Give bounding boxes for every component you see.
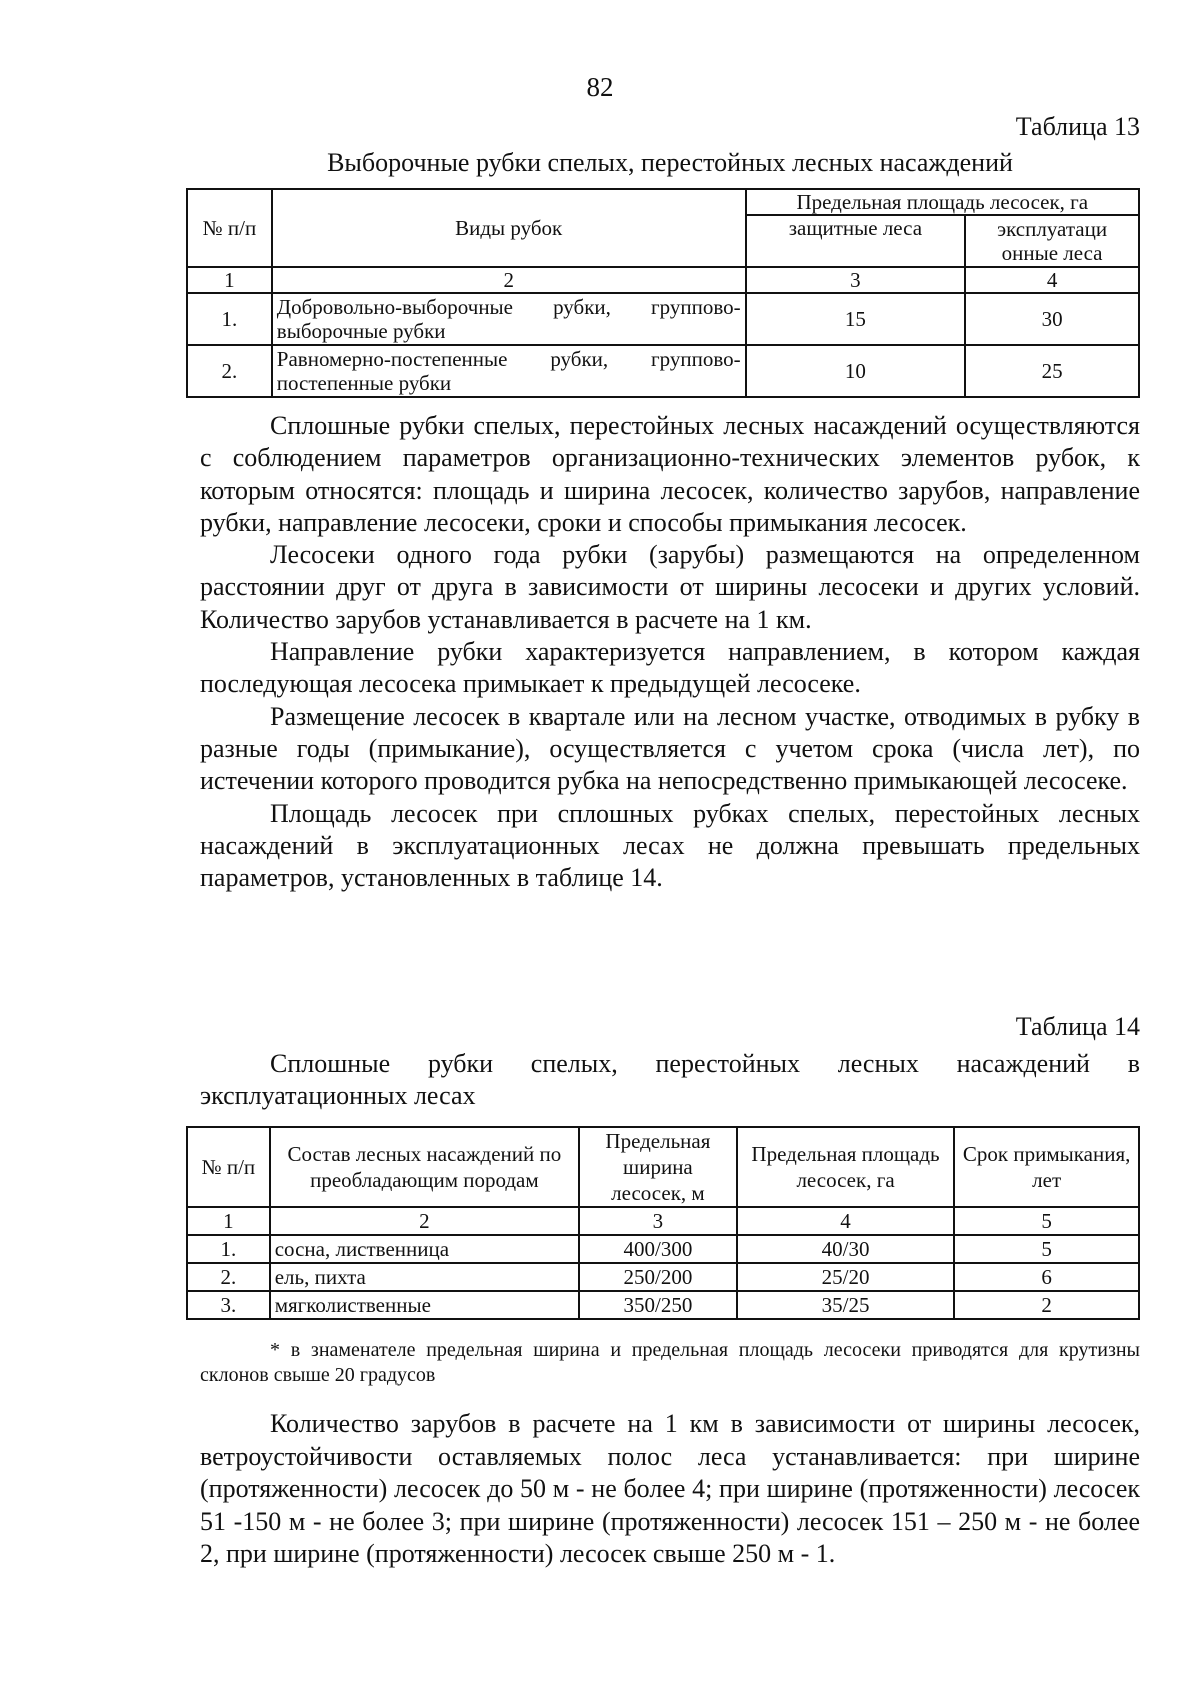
table13-colnum: 4 bbox=[965, 267, 1139, 293]
page-number: 82 bbox=[586, 72, 614, 102]
table14-footnote: * в знаменателе предельная ширина и предельная площадь лесосеки приводятся для крутизны склонов свыше 20 градусов bbox=[200, 1339, 1140, 1386]
table14-title-block bbox=[200, 1048, 1140, 1112]
table14-colnum: 5 bbox=[954, 1207, 1139, 1235]
paragraph: Лесосеки одного года рубки (зарубы) размещаются на определенном расстоянии друг от друга в зависимости от ширины лесосеки и других условий. Количество зарубов устанавливается в расчете на 1 км. bbox=[200, 540, 1140, 634]
table13-colnum: 1 bbox=[187, 267, 272, 293]
table14-colnum: 1 bbox=[187, 1207, 270, 1235]
table14-row-num: 3. bbox=[187, 1291, 270, 1319]
table13-row-type: Равномерно-постепенные рубки, группово-постепенные рубки bbox=[272, 345, 746, 397]
table-row bbox=[187, 1291, 1139, 1319]
table13-header-area-group: Предельная площадь лесосек, га bbox=[746, 189, 1139, 215]
table13-header-protective: защитные леса bbox=[746, 215, 966, 267]
table14-colnum: 3 bbox=[579, 1207, 737, 1235]
paragraph: Количество зарубов в расчете на 1 км в зависимости от ширины лесосек, ветроустойчивости оставляемых полос леса устанавливается: при ширине (протяженности) лесосек до 50 м - не более 4; при ширине (протяженности) лесосек 51 -150 м - не более 3; при ширине (протяженности) лесосек 151 – 250 м - не более 2, при ширине (протяженности) лесосек свыше 250 м - 1. bbox=[200, 1409, 1140, 1568]
table13-header-exploitation: эксплуатаци онные леса bbox=[965, 215, 1139, 267]
table13-header-num: № п/п bbox=[187, 189, 272, 267]
table13-title: Выборочные рубки спелых, перестойных лесных насаждений bbox=[327, 148, 1013, 177]
table14-title: Сплошные рубки спелых, перестойных лесных насаждений в эксплуатационных лесах bbox=[200, 1049, 1140, 1110]
table-row bbox=[187, 1263, 1139, 1291]
table14-row-term: 6 bbox=[954, 1263, 1139, 1291]
table14-header-num: № п/п bbox=[187, 1127, 270, 1207]
table14-row-width: 400/300 bbox=[579, 1235, 737, 1263]
table14-row-area: 25/20 bbox=[737, 1263, 954, 1291]
table13-row-num: 1. bbox=[187, 293, 272, 345]
table14-row-composition: мягколиственные bbox=[270, 1291, 579, 1319]
table14-row-composition: сосна, лиственница bbox=[270, 1235, 579, 1263]
paragraph: Сплошные рубки спелых, перестойных лесных насаждений осуществляются с соблюдением параметров организационно-технических элементов рубок, к которым относятся: площадь и ширина лесосек, количество зарубов, направление рубки, направление лесосеки, сроки и способы примыкания лесосек. bbox=[200, 411, 1140, 537]
table14-header-composition: Состав лесных насаждений по преобладающим породам bbox=[270, 1127, 579, 1207]
table14-row-num: 2. bbox=[187, 1263, 270, 1291]
table13-colnum: 2 bbox=[272, 267, 746, 293]
table13 bbox=[186, 188, 1140, 398]
table14-header-area: Предельная площадь лесосек, га bbox=[737, 1127, 954, 1207]
table13-row-protective: 10 bbox=[746, 345, 966, 397]
table14-colnum: 4 bbox=[737, 1207, 954, 1235]
paragraph: Направление рубки характеризуется направлением, в котором каждая последующая лесосека примыкает к предыдущей лесосеке. bbox=[200, 637, 1140, 699]
table13-row-exploitation: 25 bbox=[965, 345, 1139, 397]
table14-colnum: 2 bbox=[270, 1207, 579, 1235]
table-row bbox=[187, 1235, 1139, 1263]
paragraph: Площадь лесосек при сплошных рубках спелых, перестойных лесных насаждений в эксплуатационных лесах не должна превышать предельных параметров, установленных в таблице 14. bbox=[200, 798, 1140, 893]
table14-footnote-block bbox=[200, 1338, 1140, 1388]
table14-row-term: 2 bbox=[954, 1291, 1139, 1319]
body-text-block-2 bbox=[200, 1408, 1140, 1571]
table-row bbox=[187, 345, 1139, 397]
table13-colnum: 3 bbox=[746, 267, 966, 293]
table14-row-width: 350/250 bbox=[579, 1291, 737, 1319]
table14-row-width: 250/200 bbox=[579, 1263, 737, 1291]
paragraph: Размещение лесосек в квартале или на лесном участке, отводимых в рубку в разные годы (примыкание), осуществляется с учетом срока (числа лет), по истечении которого проводится рубка на непосредственно примыкающей лесосеке. bbox=[200, 701, 1140, 796]
table13-row-protective: 15 bbox=[746, 293, 966, 345]
table14-header-width: Предельная ширина лесосек, м bbox=[579, 1127, 737, 1207]
table14-header-term: Срок примыкания, лет bbox=[954, 1127, 1139, 1207]
table14 bbox=[186, 1126, 1140, 1320]
table14-wrapper bbox=[186, 1126, 1140, 1320]
table14-label: Таблица 14 bbox=[1015, 1012, 1140, 1041]
table14-row-area: 40/30 bbox=[737, 1235, 954, 1263]
table13-row-num: 2. bbox=[187, 345, 272, 397]
table13-header-types: Виды рубок bbox=[272, 189, 746, 267]
table14-row-area: 35/25 bbox=[737, 1291, 954, 1319]
table-row bbox=[187, 293, 1139, 345]
table13-wrapper bbox=[186, 188, 1140, 398]
body-text-block-1 bbox=[200, 410, 1140, 894]
table14-row-term: 5 bbox=[954, 1235, 1139, 1263]
table13-row-exploitation: 30 bbox=[965, 293, 1139, 345]
table13-row-type: Добровольно-выборочные рубки, группово-выборочные рубки bbox=[272, 293, 746, 345]
table13-label: Таблица 13 bbox=[1015, 112, 1140, 141]
table14-row-num: 1. bbox=[187, 1235, 270, 1263]
table14-row-composition: ель, пихта bbox=[270, 1263, 579, 1291]
